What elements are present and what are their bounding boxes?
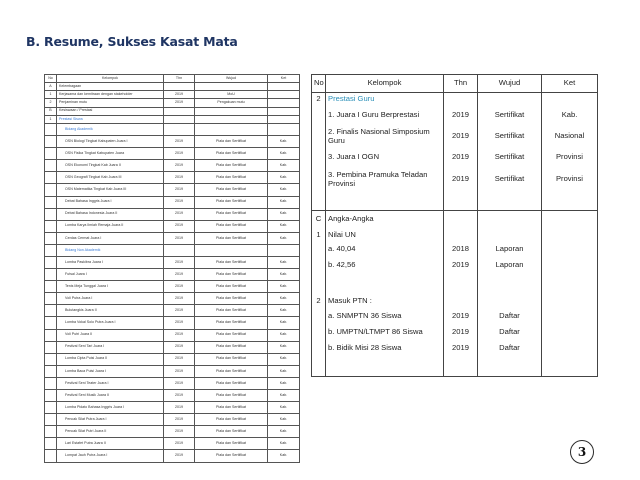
row-note: Kab.: [268, 341, 300, 353]
table-row: [45, 91, 300, 99]
row-form: Piala dan Sertifikat: [195, 220, 268, 232]
row-name: a. 40,04: [326, 242, 444, 258]
table-row: [45, 136, 300, 148]
row-form: Piala dan Sertifikat: [195, 281, 268, 293]
table-row: [45, 450, 300, 462]
row-form: Piala dan Sertifikat: [195, 305, 268, 317]
row-no: [45, 172, 57, 184]
row-form: Piala dan Sertifikat: [195, 438, 268, 450]
row-note: Kab.: [268, 220, 300, 232]
right-col-wujud: Wujud: [478, 75, 542, 93]
row-note: Kab.: [268, 136, 300, 148]
row-year: 2019: [164, 305, 195, 317]
row-name: b. Bidik Misi 28 Siswa: [326, 341, 444, 357]
row-no: [45, 148, 57, 160]
left-col-ket: Ket: [268, 75, 300, 83]
row-name: Festival Seni Teater Juara I: [57, 377, 164, 389]
table-row: [45, 184, 300, 196]
row-form: Sertifikat: [478, 107, 542, 125]
row-no: [45, 256, 57, 268]
row-year: 2019: [164, 402, 195, 414]
row-no: [45, 220, 57, 232]
row-year: 2019: [164, 172, 195, 184]
row-note: [268, 107, 300, 115]
row-year: 2019: [444, 341, 478, 357]
table-row: [45, 83, 300, 91]
row-no: [45, 136, 57, 148]
left-col-wujud: Wujud: [195, 75, 268, 83]
row-note: Kab.: [268, 329, 300, 341]
row-note: Kab.: [268, 196, 300, 208]
row-name: Voli Putri Juara II: [57, 329, 164, 341]
row-no: [45, 329, 57, 341]
row-note: Kab.: [268, 232, 300, 244]
table-row: [45, 365, 300, 377]
row-form: Piala dan Sertifikat: [195, 377, 268, 389]
right-col-no: No: [312, 75, 326, 93]
row-year: 2018: [444, 242, 478, 258]
table-row: [45, 414, 300, 426]
row-form: Piala dan Sertifikat: [195, 426, 268, 438]
row-year: 2019: [444, 125, 478, 149]
row-name: Pencak Silat Putri Juara II: [57, 426, 164, 438]
row-name: Tenis Meja Tunggal Juara I: [57, 281, 164, 293]
row-no: [45, 293, 57, 305]
page-title: B. Resume, Sukses Kasat Mata: [26, 34, 238, 49]
row-no: B: [45, 107, 57, 115]
row-no: [45, 450, 57, 462]
row-name: Festival Seni Tari Juara I: [57, 341, 164, 353]
row-note: Kab.: [268, 208, 300, 220]
left-col-thn: Thn: [164, 75, 195, 83]
row-name: 3. Juara I OGN: [326, 149, 444, 167]
row-year: 2019: [164, 208, 195, 220]
row-name: Cerdas Cermat Juara I: [57, 232, 164, 244]
row-form: Piala dan Sertifikat: [195, 196, 268, 208]
nilai-un-heading: [312, 229, 598, 242]
row-form: Piala dan Sertifikat: [195, 390, 268, 402]
left-col-kelompok: Kelompok: [57, 75, 164, 83]
table-row: [45, 426, 300, 438]
table-row: [45, 160, 300, 172]
row-name: OSN Fisika Tingkat Kabupaten Juara: [57, 148, 164, 160]
row-name: Lomba Baca Puisi Juara I: [57, 365, 164, 377]
row-form: Sertifikat: [478, 125, 542, 149]
row-year: 2019: [164, 91, 195, 99]
row-year: 2019: [164, 281, 195, 293]
row-note: [268, 123, 300, 135]
row-note: Kab.: [268, 184, 300, 196]
row-no: [45, 269, 57, 281]
table-row-empty: [312, 193, 598, 211]
row-form: Piala dan Sertifikat: [195, 172, 268, 184]
row-no: A: [45, 83, 57, 91]
row-note: Kab.: [268, 402, 300, 414]
row-year: 2019: [164, 160, 195, 172]
row-no: [45, 196, 57, 208]
row-name: Bidang Non Akademik: [57, 244, 164, 256]
row-year: 2019: [164, 341, 195, 353]
row-year: 2019: [164, 353, 195, 365]
row-name: Lomba Paskibra Juara I: [57, 256, 164, 268]
row-no: [45, 390, 57, 402]
row-note: Kab.: [542, 107, 598, 125]
row-no: [45, 426, 57, 438]
row-year: 2019: [444, 309, 478, 325]
section-number: 2: [312, 93, 326, 107]
row-name: OSN Geografi Tingkat Kab Juara III: [57, 172, 164, 184]
masuk-ptn-heading: [312, 294, 598, 309]
table-row: [45, 256, 300, 268]
row-form: Daftar: [478, 341, 542, 357]
row-note: Kab.: [268, 317, 300, 329]
row-no: [45, 317, 57, 329]
section-label: Prestasi Guru: [326, 93, 444, 107]
right-col-thn: Thn: [444, 75, 478, 93]
row-name: Kelembagaan: [57, 83, 164, 91]
row-note: Kab.: [268, 172, 300, 184]
row-no: 1: [45, 91, 57, 99]
row-form: Sertifikat: [478, 149, 542, 167]
row-name: a. SNMPTN 36 Siswa: [326, 309, 444, 325]
row-name: Lomba Vokal Solo Putra Juara I: [57, 317, 164, 329]
row-note: [268, 244, 300, 256]
row-year: 2019: [164, 256, 195, 268]
table-row: [312, 167, 598, 193]
row-form: Sertifikat: [478, 167, 542, 193]
row-no: [45, 123, 57, 135]
row-note: Kab.: [268, 450, 300, 462]
row-form: Piala dan Sertifikat: [195, 414, 268, 426]
row-no: 1: [45, 115, 57, 123]
row-year: 2019: [444, 107, 478, 125]
row-no: [45, 184, 57, 196]
row-name: 3. Pembina Pramuka Teladan Provinsi: [326, 167, 444, 193]
row-note: Kab.: [268, 148, 300, 160]
table-row: [45, 99, 300, 107]
row-note: [268, 115, 300, 123]
table-row: [45, 377, 300, 389]
row-year: 2019: [164, 426, 195, 438]
table-row: [312, 258, 598, 274]
table-row: [45, 196, 300, 208]
row-note: Kab.: [268, 353, 300, 365]
row-year: 2019: [444, 325, 478, 341]
row-no: [45, 244, 57, 256]
row-form: [195, 107, 268, 115]
row-form: [195, 115, 268, 123]
row-name: Lomba Karya Ilmiah Remaja Juara II: [57, 220, 164, 232]
row-year: 2019: [444, 149, 478, 167]
row-note: Kab.: [268, 390, 300, 402]
table-row-empty: [312, 357, 598, 377]
row-name: Futsal Juara I: [57, 269, 164, 281]
table-row: [312, 309, 598, 325]
section-number: 1: [312, 229, 326, 242]
table-row: [312, 341, 598, 357]
row-year: 2019: [444, 258, 478, 274]
right-achievement-table: [311, 74, 598, 377]
prestasi-guru-section: [312, 93, 598, 107]
row-name: OSN Matematika Tingkat Kab Juara III: [57, 184, 164, 196]
row-form: Piala dan Sertifikat: [195, 450, 268, 462]
table-row: [45, 390, 300, 402]
row-note: [268, 91, 300, 99]
row-name: Festival Seni Musik Juara II: [57, 390, 164, 402]
row-year: 2019: [164, 184, 195, 196]
left-achievement-table: [44, 74, 300, 463]
row-year: 2019: [164, 329, 195, 341]
table-row: [45, 402, 300, 414]
section-label: Masuk PTN :: [326, 294, 444, 309]
row-year: [164, 123, 195, 135]
row-note: Provinsi: [542, 167, 598, 193]
row-form: Piala dan Sertifikat: [195, 269, 268, 281]
row-name: Debat Bahasa Inggris Juara I: [57, 196, 164, 208]
row-no: [45, 365, 57, 377]
row-note: Kab.: [268, 160, 300, 172]
row-note: Kab.: [268, 256, 300, 268]
row-name: OSN Ekonomi Tingkat Kab Juara II: [57, 160, 164, 172]
table-row: [312, 125, 598, 149]
row-form: Piala dan Sertifikat: [195, 293, 268, 305]
table-row: [312, 107, 598, 125]
row-no: 2: [45, 99, 57, 107]
table-row: [45, 115, 300, 123]
section-number: C: [312, 211, 326, 229]
table-row: [45, 232, 300, 244]
row-name: Kerjasama dan kemitraan dengan stakeholder: [57, 91, 164, 99]
row-note: Provinsi: [542, 149, 598, 167]
row-name: Lomba Pidato Bahasa Inggris Juara I: [57, 402, 164, 414]
row-form: Piala dan Sertifikat: [195, 402, 268, 414]
row-form: Piala dan Sertifikat: [195, 256, 268, 268]
table-row: [45, 438, 300, 450]
row-form: MoU: [195, 91, 268, 99]
row-no: [45, 402, 57, 414]
row-no: [45, 281, 57, 293]
row-year: 2019: [164, 148, 195, 160]
table-row: [45, 148, 300, 160]
row-year: 2019: [164, 293, 195, 305]
row-year: 2019: [164, 365, 195, 377]
right-col-ket: Ket: [542, 75, 598, 93]
row-no: [45, 377, 57, 389]
table-row: [45, 220, 300, 232]
row-year: 2019: [164, 220, 195, 232]
row-no: [45, 353, 57, 365]
row-year: 2019: [164, 438, 195, 450]
row-no: [45, 232, 57, 244]
row-name: Lomba Cipta Puisi Juara II: [57, 353, 164, 365]
row-no: [45, 438, 57, 450]
row-form: Piala dan Sertifikat: [195, 365, 268, 377]
row-year: 2019: [164, 99, 195, 107]
row-no: [45, 305, 57, 317]
row-year: 2019: [164, 196, 195, 208]
table-row: [45, 172, 300, 184]
right-col-kelompok: Kelompok: [326, 75, 444, 93]
row-name: Voli Putra Juara I: [57, 293, 164, 305]
row-no: [45, 341, 57, 353]
table-row: [312, 149, 598, 167]
table-row: [45, 293, 300, 305]
row-form: Piala dan Sertifikat: [195, 160, 268, 172]
row-no: [45, 160, 57, 172]
row-form: Piala dan Sertifikat: [195, 317, 268, 329]
row-year: 2019: [164, 450, 195, 462]
row-name: 2. Finalis Nasional Simposium Guru: [326, 125, 444, 149]
table-row: [45, 107, 300, 115]
row-form: Laporan: [478, 258, 542, 274]
section-label: Nilai UN: [326, 229, 444, 242]
row-form: Piala dan Sertifikat: [195, 329, 268, 341]
page-number-badge: 3: [570, 440, 594, 464]
table-row: [45, 269, 300, 281]
row-form: Pengakuan mutu: [195, 99, 268, 107]
row-name: Kesiswaan / Prestasi: [57, 107, 164, 115]
row-name: Bidang Akademik: [57, 123, 164, 135]
row-name: Lompat Jauh Putra Juara I: [57, 450, 164, 462]
row-year: 2019: [164, 232, 195, 244]
row-name: Debat Bahasa Indonesia Juara II: [57, 208, 164, 220]
table-row: [45, 123, 300, 135]
table-row: [45, 208, 300, 220]
row-form: Piala dan Sertifikat: [195, 208, 268, 220]
row-no: [45, 208, 57, 220]
row-year: 2019: [164, 414, 195, 426]
row-name: Penjaminan mutu: [57, 99, 164, 107]
row-note: Kab.: [268, 293, 300, 305]
row-form: Piala dan Sertifikat: [195, 136, 268, 148]
row-name: b. 42,56: [326, 258, 444, 274]
table-row: [45, 281, 300, 293]
row-name: b. UMPTN/LTMPT 86 Siswa: [326, 325, 444, 341]
row-form: Daftar: [478, 309, 542, 325]
row-name: Lari Estafet Putra Juara II: [57, 438, 164, 450]
angka-section: [312, 211, 598, 229]
table-row: [312, 242, 598, 258]
row-form: Piala dan Sertifikat: [195, 184, 268, 196]
row-name: 1. Juara I Guru Berprestasi: [326, 107, 444, 125]
row-no: [45, 414, 57, 426]
row-form: Piala dan Sertifikat: [195, 148, 268, 160]
row-note: Kab.: [268, 365, 300, 377]
row-form: [195, 123, 268, 135]
row-note: Kab.: [268, 269, 300, 281]
row-form: Daftar: [478, 325, 542, 341]
row-note: Kab.: [268, 438, 300, 450]
row-form: [195, 244, 268, 256]
row-name: OSN Biologi Tingkat Kabupaten Juara I: [57, 136, 164, 148]
row-year: 2019: [164, 390, 195, 402]
left-table-header: [45, 75, 300, 83]
row-name: Prestasi Siswa: [57, 115, 164, 123]
row-year: [164, 83, 195, 91]
row-year: 2019: [164, 136, 195, 148]
table-row: [45, 244, 300, 256]
row-year: [164, 107, 195, 115]
row-form: Piala dan Sertifikat: [195, 341, 268, 353]
row-year: [164, 115, 195, 123]
row-note: Nasional: [542, 125, 598, 149]
row-year: 2019: [164, 377, 195, 389]
table-row: [45, 341, 300, 353]
section-number: 2: [312, 294, 326, 309]
row-note: Kab.: [268, 281, 300, 293]
row-note: Kab.: [268, 377, 300, 389]
row-year: 2019: [164, 269, 195, 281]
table-row: [45, 353, 300, 365]
section-label: Angka-Angka: [326, 211, 444, 229]
table-row: [312, 325, 598, 341]
row-year: 2019: [444, 167, 478, 193]
row-note: [268, 99, 300, 107]
row-year: 2019: [164, 317, 195, 329]
left-col-no: No: [45, 75, 57, 83]
row-form: Piala dan Sertifikat: [195, 353, 268, 365]
row-name: Pencak Silat Putra Juara I: [57, 414, 164, 426]
row-note: Kab.: [268, 414, 300, 426]
table-row: [45, 329, 300, 341]
table-row: [45, 317, 300, 329]
row-form: Laporan: [478, 242, 542, 258]
row-form: [195, 83, 268, 91]
row-note: Kab.: [268, 426, 300, 438]
row-note: [268, 83, 300, 91]
row-year: [164, 244, 195, 256]
right-table-header: [312, 75, 598, 93]
row-form: Piala dan Sertifikat: [195, 232, 268, 244]
table-row: [45, 305, 300, 317]
row-note: Kab.: [268, 305, 300, 317]
table-row-empty: [312, 274, 598, 294]
row-name: Bulutangkis Juara II: [57, 305, 164, 317]
